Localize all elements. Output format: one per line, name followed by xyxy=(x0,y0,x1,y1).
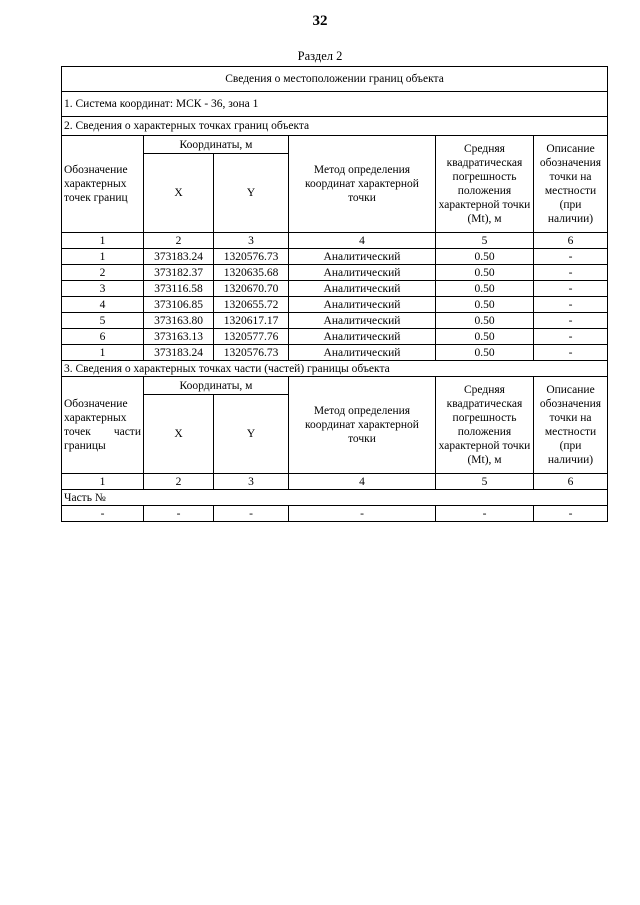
description: - xyxy=(534,329,608,345)
error: 0.50 xyxy=(436,297,534,313)
p2-num-3: 3 xyxy=(214,474,289,490)
p2-num-1: 1 xyxy=(62,474,144,490)
table-row xyxy=(62,345,608,361)
p2-col-designation: Обозначение характерных точек части границы xyxy=(62,377,144,474)
p1-num-1: 1 xyxy=(62,233,144,249)
point-id: 2 xyxy=(62,265,144,281)
point-id: 1 xyxy=(62,249,144,265)
description: - xyxy=(534,345,608,361)
coord-x: 373163.13 xyxy=(144,329,214,345)
table-row xyxy=(62,265,608,281)
error: 0.50 xyxy=(436,329,534,345)
error: 0.50 xyxy=(436,265,534,281)
method: Аналитический xyxy=(289,281,436,297)
p1-num-6: 6 xyxy=(534,233,608,249)
coord-x: 373116.58 xyxy=(144,281,214,297)
part-label: Часть № xyxy=(62,490,608,506)
point-id: 1 xyxy=(62,345,144,361)
coord-y: 1320576.73 xyxy=(214,345,289,361)
coord-x: 373106.85 xyxy=(144,297,214,313)
coord-y: 1320655.72 xyxy=(214,297,289,313)
table-row xyxy=(62,249,608,265)
p1-col-error: Средняя квадратическая погрешность положения характерной точки (Mt), м xyxy=(436,136,534,233)
coord-x: 373183.24 xyxy=(144,249,214,265)
p2-col-error: Средняя квадратическая погрешность положения характерной точки (Mt), м xyxy=(436,377,534,474)
part1-heading: 2. Сведения о характерных точках границ объекта xyxy=(62,117,608,136)
p1-col-coords: Координаты, м xyxy=(144,136,289,154)
p1-num-5: 5 xyxy=(436,233,534,249)
method: Аналитический xyxy=(289,313,436,329)
error: - xyxy=(436,506,534,522)
boundary-table xyxy=(61,66,608,522)
p1-col-desc: Описание обозначения точки на местности (при наличии) xyxy=(534,136,608,233)
p1-col-method: Метод определения координат характерной точки xyxy=(289,136,436,233)
description: - xyxy=(534,265,608,281)
section-title: Раздел 2 xyxy=(297,49,343,63)
coord-y: 1320635.68 xyxy=(214,265,289,281)
description: - xyxy=(534,281,608,297)
error: 0.50 xyxy=(436,249,534,265)
coord-system: 1. Система координат: МСК - 36, зона 1 xyxy=(62,92,608,117)
method: Аналитический xyxy=(289,249,436,265)
error: 0.50 xyxy=(436,313,534,329)
method: Аналитический xyxy=(289,297,436,313)
coord-x: - xyxy=(144,506,214,522)
point-id: - xyxy=(62,506,144,522)
point-id: 5 xyxy=(62,313,144,329)
coord-y: 1320617.17 xyxy=(214,313,289,329)
description: - xyxy=(534,297,608,313)
method: Аналитический xyxy=(289,345,436,361)
p1-num-3: 3 xyxy=(214,233,289,249)
table-title: Сведения о местоположении границ объекта xyxy=(62,67,608,92)
p2-col-coords: Координаты, м xyxy=(144,377,289,395)
table-row xyxy=(62,297,608,313)
p2-col-method: Метод определения координат характерной точки xyxy=(289,377,436,474)
description: - xyxy=(534,506,608,522)
point-id: 4 xyxy=(62,297,144,313)
p2-number-row xyxy=(62,474,608,490)
p1-num-2: 2 xyxy=(144,233,214,249)
p2-num-5: 5 xyxy=(436,474,534,490)
coord-x: 373183.24 xyxy=(144,345,214,361)
p1-num-4: 4 xyxy=(289,233,436,249)
method: - xyxy=(289,506,436,522)
description: - xyxy=(534,249,608,265)
p1-col-designation: Обозначение характерных точек границ xyxy=(62,136,144,233)
coord-x: 373163.80 xyxy=(144,313,214,329)
p1-col-y: Y xyxy=(214,154,289,233)
p2-col-desc: Описание обозначения точки на местности (при наличии) xyxy=(534,377,608,474)
coord-y: 1320670.70 xyxy=(214,281,289,297)
part2-heading: 3. Сведения о характерных точках части (частей) границы объекта xyxy=(62,361,608,377)
point-id: 6 xyxy=(62,329,144,345)
p2-col-x: X xyxy=(144,395,214,474)
p1-number-row xyxy=(62,233,608,249)
table-row xyxy=(62,313,608,329)
error: 0.50 xyxy=(436,281,534,297)
page-number: 32 xyxy=(312,13,328,29)
p2-num-6: 6 xyxy=(534,474,608,490)
point-id: 3 xyxy=(62,281,144,297)
coord-y: 1320577.76 xyxy=(214,329,289,345)
p1-col-x: X xyxy=(144,154,214,233)
coord-y: 1320576.73 xyxy=(214,249,289,265)
method: Аналитический xyxy=(289,329,436,345)
description: - xyxy=(534,313,608,329)
method: Аналитический xyxy=(289,265,436,281)
coord-x: 373182.37 xyxy=(144,265,214,281)
error: 0.50 xyxy=(436,345,534,361)
coord-y: - xyxy=(214,506,289,522)
p2-num-4: 4 xyxy=(289,474,436,490)
table-row xyxy=(62,281,608,297)
table-row xyxy=(62,329,608,345)
p2-col-y: Y xyxy=(214,395,289,474)
table-row xyxy=(62,506,608,522)
p2-num-2: 2 xyxy=(144,474,214,490)
